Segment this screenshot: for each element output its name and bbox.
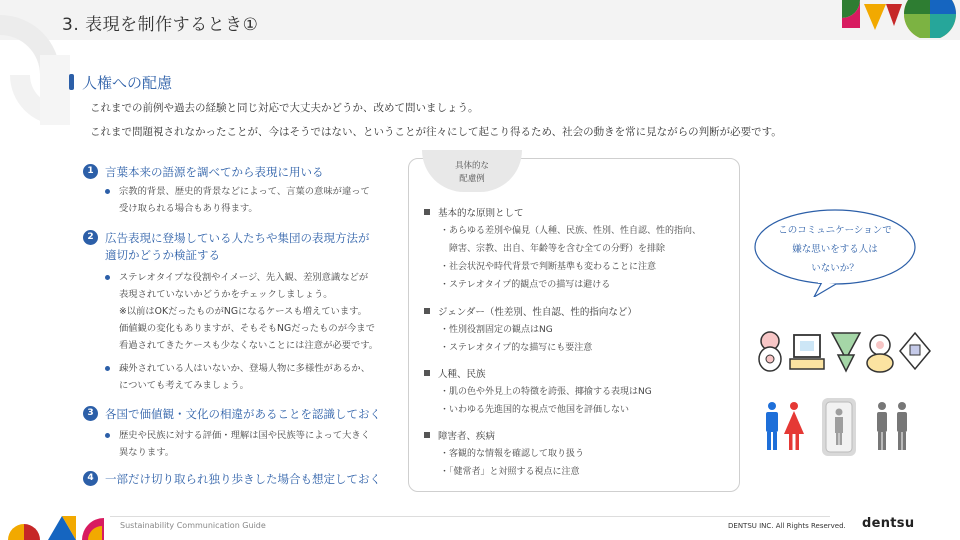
example-line: ・肌の色や外見上の特徴を誇張、揶揄する表現はNG bbox=[440, 387, 652, 397]
bullet-dot bbox=[105, 366, 110, 371]
example-line: ・ステレオタイプ的な描写にも要注意 bbox=[440, 343, 593, 353]
example-line: ・あらゆる差別や偏見（人種、民族、性別、性自認、性的指向、 bbox=[440, 226, 702, 236]
people-icon bbox=[877, 402, 907, 450]
category-title bbox=[424, 304, 637, 318]
tab-label-line: 具体的な bbox=[454, 161, 489, 171]
bullet-point bbox=[105, 360, 370, 394]
page-title: 3. 表現を制作するとき① bbox=[62, 15, 259, 35]
bullet-line: 疎外されている人はいないか、登場人物に多様性があるか、 bbox=[119, 363, 371, 374]
bubble-line: このコミュニケーションで bbox=[778, 225, 892, 236]
baby-icon bbox=[759, 332, 781, 371]
square-bullet-icon bbox=[424, 370, 430, 376]
illustration-icons bbox=[752, 325, 932, 375]
example-line: ・ステレオタイプ的観点での描写は避ける bbox=[440, 280, 611, 290]
man-icon bbox=[766, 402, 778, 450]
square-bullet-icon bbox=[424, 308, 430, 314]
intro-line: これまで問題視されなかったことが、今はそうではない、ということが往々にして起こり得るため、社会の動きを常に見ながらの判断が必要です。 bbox=[90, 126, 782, 138]
category-title bbox=[424, 366, 486, 380]
bullet-dot bbox=[105, 433, 110, 438]
diamond-cards-icon bbox=[900, 333, 930, 369]
item-number: 3 bbox=[83, 406, 98, 421]
category-title bbox=[424, 205, 524, 219]
item-title: 言葉本来の語源を調べてから表現に用いる bbox=[105, 165, 324, 179]
square-bullet-icon bbox=[424, 209, 430, 215]
example-line: ・社会状況や時代背景で判断基準も変わることに注意 bbox=[440, 262, 657, 272]
item-title: 広告表現に登場している人たちや集団の表現方法が bbox=[105, 231, 370, 245]
footer-copyright: DENTSU INC. All Rights Reserved. bbox=[728, 522, 846, 530]
section-title: 人権への配慮 bbox=[82, 74, 173, 92]
bullet-dot bbox=[105, 275, 110, 280]
intro-line: これまでの前例や過去の経験と同じ対応で大丈夫かどうか、改めて問いましょう。 bbox=[90, 102, 479, 114]
bullet-line: 表現されていないかどうかをチェックしましょう。 bbox=[119, 289, 333, 300]
pictogram-row bbox=[760, 398, 920, 458]
item-title: 一部だけ切り取られ独り歩きした場合も想定しておく bbox=[105, 472, 381, 486]
bullet-line: 異なります。 bbox=[119, 447, 175, 458]
category-label: 基本的な原則として bbox=[438, 208, 524, 219]
computer-icon bbox=[790, 335, 824, 369]
bubble-line: いないか？ bbox=[811, 263, 859, 274]
category-label: 人種、民族 bbox=[438, 369, 486, 380]
item-number: 2 bbox=[83, 230, 98, 245]
family-icon bbox=[867, 335, 893, 372]
dentsu-logo: dentsu bbox=[862, 516, 915, 531]
item-number: 4 bbox=[83, 471, 98, 486]
bullet-line: 宗教的背景、歴史的背景などによって、言葉の意味が違って bbox=[119, 186, 370, 197]
bullet-line: 受け取られる場合もあり得ます。 bbox=[119, 203, 258, 214]
category-label: 障害者、疾病 bbox=[438, 431, 496, 442]
footer-decorative-shapes bbox=[8, 508, 108, 540]
item-number: 1 bbox=[83, 164, 98, 179]
example-line: 障害、宗教、出自、年齢等を含む全ての分野）を排除 bbox=[440, 244, 666, 254]
restroom-icon bbox=[822, 398, 856, 456]
footer-divider bbox=[110, 516, 830, 517]
bullet-line: ステレオタイプな役割やイメージ、先入観、差別意識などが bbox=[119, 272, 369, 283]
bubble-text bbox=[752, 221, 918, 278]
bullet-line: 価値観の変化もありますが、そもそもNGだったものが今まで bbox=[119, 323, 375, 334]
bubble-line: 嫌な思いをする人は bbox=[792, 244, 878, 255]
square-bullet-icon bbox=[424, 432, 430, 438]
bullet-line: 看過されてきたケースも少なくないことには注意が必要です。 bbox=[119, 340, 379, 351]
bullet-line: 歴史や民族に対する評価・理解は国や民族等によって大きく bbox=[119, 430, 371, 441]
footer-guide-title: Sustainability Communication Guide bbox=[120, 521, 266, 530]
section-marker bbox=[69, 74, 74, 90]
example-line: ・性別役割固定の観点はNG bbox=[440, 325, 553, 335]
bullet-point bbox=[105, 269, 378, 354]
bullet-point bbox=[105, 183, 370, 217]
example-line: ・いわゆる先進国的な視点で他国を評価しない bbox=[440, 405, 630, 415]
category-title bbox=[424, 428, 495, 442]
examples-tab-label bbox=[422, 160, 522, 186]
bullet-line: についても考えてみましょう。 bbox=[119, 380, 249, 391]
woman-icon bbox=[784, 402, 804, 450]
decorative-logo-shapes bbox=[842, 0, 960, 38]
item-title: 各国で価値観・文化の相違があることを認識しておく bbox=[105, 407, 381, 421]
example-line: ・客観的な情報を確認して取り扱う bbox=[440, 449, 585, 459]
item-title: 適切かどうか検証する bbox=[105, 248, 220, 262]
decorative-background-shape bbox=[0, 15, 90, 125]
bullet-point bbox=[105, 427, 370, 461]
bullet-dot bbox=[105, 189, 110, 194]
recycle-icon bbox=[832, 333, 860, 371]
example-line: ・「健常者」と対照する視点に注意 bbox=[440, 467, 580, 477]
bullet-line: ※以前はOKだったものがNGになるケースも増えています。 bbox=[119, 306, 367, 317]
tab-label-line: 配慮例 bbox=[459, 174, 485, 184]
category-label: ジェンダー（性差別、性自認、性的指向など） bbox=[438, 307, 637, 318]
